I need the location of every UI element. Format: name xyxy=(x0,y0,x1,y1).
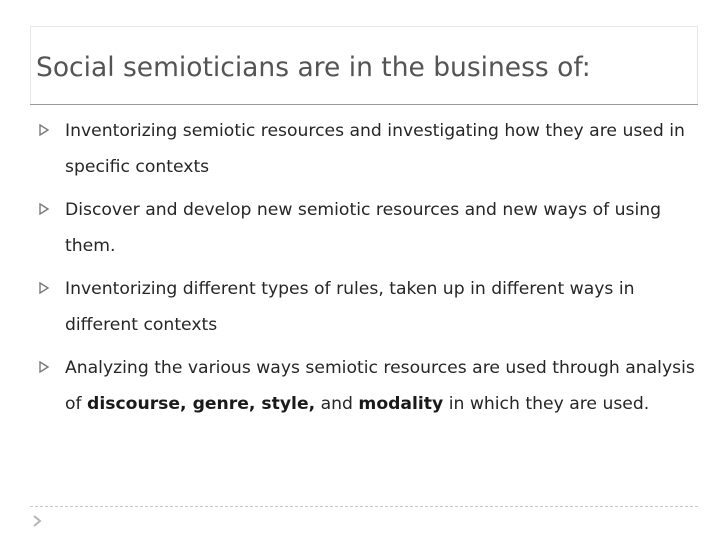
footer-divider xyxy=(30,506,698,507)
chevron-right-icon xyxy=(32,515,42,527)
triangle-bullet-icon xyxy=(38,282,50,294)
bullet-item xyxy=(38,351,698,422)
bullet-item xyxy=(38,114,698,185)
bullet-text-span: Discover and develop new semiotic resources and new ways of using them. xyxy=(65,200,662,256)
bullet-list xyxy=(38,114,698,430)
title-divider xyxy=(30,104,698,105)
bullet-text-span: Inventorizing different types of rules, taken up in different ways in different contexts xyxy=(65,279,635,335)
bullet-text-span: Analyzing the various ways semiotic resources are used through analysis of xyxy=(65,358,695,414)
bullet-text-bold: discourse, genre, style, xyxy=(87,393,316,414)
triangle-bullet-icon xyxy=(38,203,50,215)
bullet-item xyxy=(38,272,698,343)
bullet-text-bold: modality xyxy=(358,393,444,414)
bullet-item xyxy=(38,193,698,264)
bullet-text xyxy=(65,351,698,422)
triangle-bullet-icon xyxy=(38,361,50,373)
bullet-text-span: Inventorizing semiotic resources and investigating how they are used in specific contexts xyxy=(65,121,685,177)
triangle-bullet-icon xyxy=(38,124,50,136)
bullet-text xyxy=(65,193,698,264)
bullet-text-span: and xyxy=(315,393,359,414)
slide-title: Social semioticians are in the business of: xyxy=(36,52,591,83)
bullet-text xyxy=(65,114,698,185)
bullet-text-span: in which they are used. xyxy=(443,393,650,414)
bullet-text xyxy=(65,272,698,343)
